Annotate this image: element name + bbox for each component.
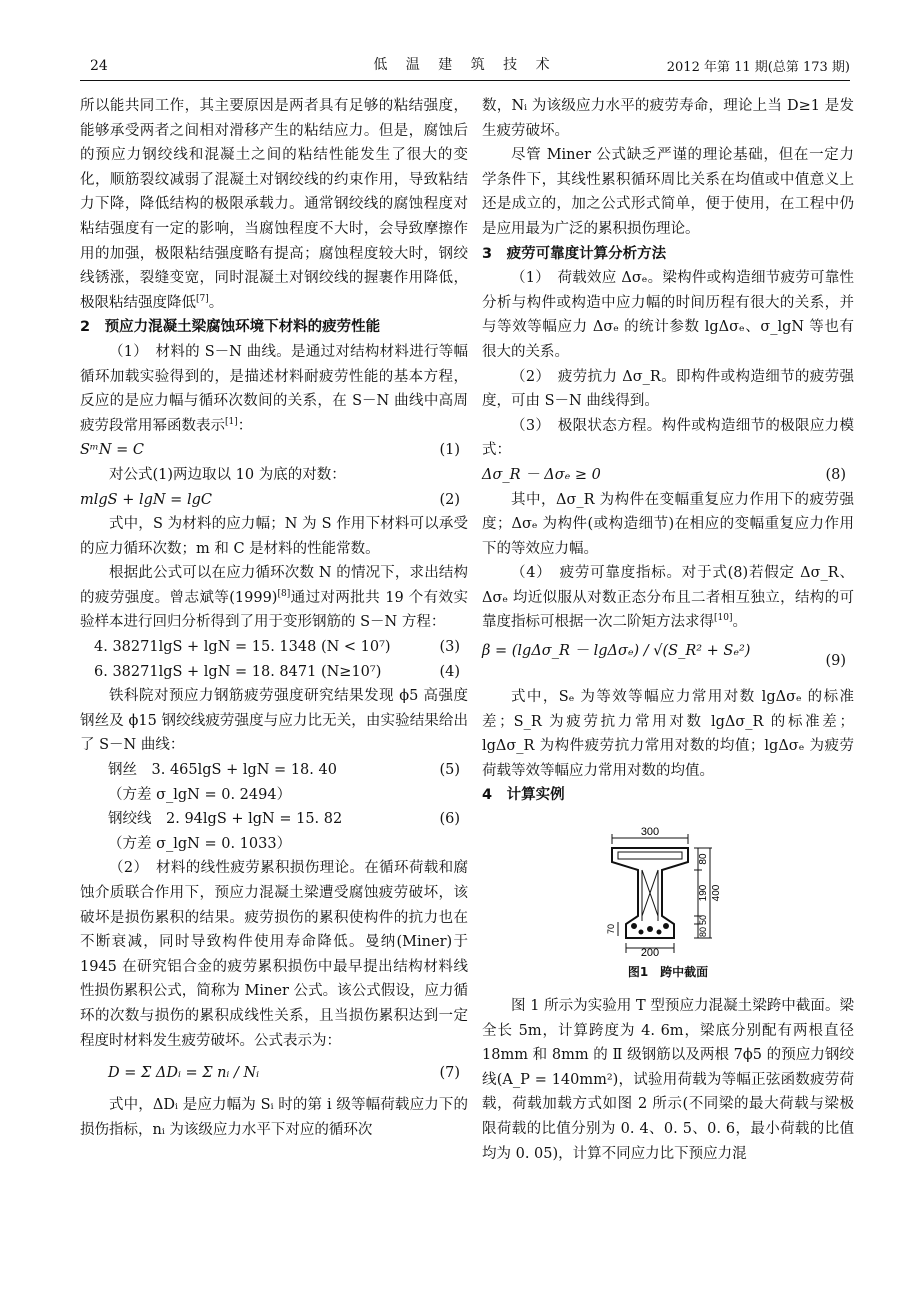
t-beam-cross-section: [482, 826, 854, 961]
paragraph: （1） 荷载效应 Δσₑ。梁构件或构造细节疲劳可靠性分析与构件或构造中应力幅的时间历程有很大的关系，并与等效等幅应力 Δσₑ 的统计参数 lgΔσₑ、σ_lgN 等也有很大的关系。: [482, 270, 854, 360]
paragraph: （4） 疲劳可靠度指标。对于式(8)若假定 Δσ_R、Δσₑ 均近似服从对数正态分布且二者相互独立，结构的可靠度指标可根据一次二阶矩方法求得[10]。: [482, 565, 854, 631]
paragraph: 数，Nᵢ 为该级应力水平的疲劳寿命，理论上当 D≥1 是发生疲劳破坏。: [482, 98, 854, 139]
right-column: [482, 94, 854, 1166]
dim-50: 50: [698, 915, 708, 926]
dim-top-width: 300: [640, 826, 660, 839]
paragraph: 式中，S 为材料的应力幅；N 为 S 作用下材料可以承受的应力循环次数；m 和 C 是材料的性能常数。: [80, 516, 468, 557]
paragraph: 式中，ΔDᵢ 是应力幅为 Sᵢ 时的第 i 级等幅荷载应力下的损伤指标，nᵢ 为该级应力水平下对应的循环次: [80, 1097, 468, 1138]
figure-caption: 图1 跨中截面: [627, 965, 709, 980]
equation-1: SᵐN = C (1): [80, 442, 460, 459]
header-rule: [80, 80, 850, 81]
equation-7: D = Σ ΔDᵢ = Σ nᵢ / Nᵢ (7): [108, 1065, 460, 1082]
page-number: 24: [90, 58, 108, 74]
equation-8: Δσ_R － Δσₑ ≥ 0 (8): [482, 466, 846, 483]
paragraph: （2） 疲劳抗力 Δσ_R。即构件或构造细节的疲劳强度，可由 S－N 曲线得到。: [482, 368, 854, 410]
paragraph: （2） 材料的线性疲劳累积损伤理论。在循环荷载和腐蚀介质联合作用下，预应力混凝土梁遭受腐蚀疲劳破坏，该破坏是损伤累积的结果。疲劳损伤的累积使构件的抗力也在不断衰减，同时导致构件使用寿命降低。曼纳(Miner)于 1945 在研究铝合金的疲劳累积损伤中最早提出结构材料线性损伤累积公式，简称为 Miner 公式。该公式假设，应力循环的次数与损伤的累积成线性关系，且当损伤累积达到一定程度时材料发生疲劳破坏。公式表示为：: [80, 860, 468, 1049]
dim-total-400: 400: [711, 884, 722, 902]
paragraph: （1） 材料的 S－N 曲线。是通过对结构材料进行等幅循环加载实验得到的，是描述材料耐疲劳性能的基本方程，反应的是应力幅与循环次数间的关系，在 S－N 曲线中高周疲劳段常用幂函数表示[1]：: [80, 343, 468, 434]
paragraph: 式中，Sₑ 为等效等幅应力常用对数 lgΔσₑ 的标准差；S_R 为疲劳抗力常用对数 lgΔσ_R 的标准差；lgΔσ_R 为构件疲劳抗力常用对数的均值；lgΔσₑ 为疲劳荷载等效等幅应力常用对数的均值。: [482, 689, 854, 779]
section-heading: 2 预应力混凝土梁腐蚀环境下材料的疲劳性能: [80, 319, 381, 336]
paragraph: 根据此公式可以在应力循环次数 N 的情况下，求出结构的疲劳强度。曾志斌等(1999)[8]通过对两批共 19 个有效实验样本进行回归分析得到了用于变形钢筋的 S－N 方程：: [80, 565, 468, 631]
left-column: [80, 94, 468, 1142]
rebar-dot: [647, 926, 653, 932]
equation-2: mlgS + lgN = lgC (2): [80, 491, 460, 508]
equation-5-variance: （方差 σ_lgN = 0. 2494）: [108, 786, 292, 803]
section-heading: 3 疲劳可靠度计算分析方法: [482, 245, 667, 262]
dim-bottom-width: 200: [640, 947, 660, 960]
section-heading: 4 计算实例: [482, 787, 565, 804]
paragraph: 对公式(1)两边取以 10 为底的对数：: [109, 466, 346, 483]
dim-flange-80: 80: [698, 853, 709, 865]
journal-title: 低 温 建 筑 技 术: [373, 57, 557, 73]
equation-6-variance: （方差 σ_lgN = 0. 1033）: [108, 835, 292, 852]
equation-5: 钢丝 3. 465lgS + lgN = 18. 40 (5): [108, 762, 460, 779]
paragraph: 其中，Δσ_R 为构件在变幅重复应力作用下的疲劳强度；Δσₑ 为构件(或构造细节)在相应的变幅重复应力作用下的等效应力幅。: [482, 491, 854, 557]
equation-4: 6. 38271lgS + lgN = 18. 8471 (N≥10⁷) (4): [94, 663, 460, 680]
paragraph: （3） 极限状态方程。构件或构造细节的极限应力模式：: [482, 417, 854, 459]
paragraph: 尽管 Miner 公式缺乏严谨的理论基础，但在一定力学条件下，其线性累积循环周比关系在均值或中值意义上还是成立的，加之公式形式简单，便于使用，在工程中仍是应用最为广泛的累积损伤理论。: [482, 147, 854, 237]
dim-70: 70: [606, 924, 616, 935]
rebar-dot: [657, 930, 662, 935]
equation-3: 4. 38271lgS + lgN = 15. 1348 (N < 10⁷) (3): [94, 639, 460, 656]
paragraph: 所以能共同工作，其主要原因是两者具有足够的粘结强度，能够承受两者之间相对滑移产生的粘结应力。但是，腐蚀后的预应力钢绞线和混凝土之间的粘结性能发生了很大的变化，顺筋裂纹减弱了混凝土对钢绞线的约束作用，导致粘结力下降，降低结构的极限承载力。通常钢绞线的腐蚀程度对粘结强度有一定的影响，当腐蚀程度不大时，会导致摩擦作用的加强，极限粘结强度略有提高；腐蚀程度较大时，钢绞线锈涨，裂缝变宽，同时混凝土对钢绞线的握裹作用降低，极限粘结强度降低[7]。: [80, 98, 468, 311]
page-header: [80, 54, 850, 76]
rebar-dot: [639, 930, 644, 935]
equation-6: 钢绞线 2. 94lgS + lgN = 15. 82 (6): [108, 811, 460, 828]
paragraph: 图 1 所示为实验用 T 型预应力混凝土梁跨中截面。梁全长 5m，计算跨度为 4. 6m，梁底分别配有两根直径 18mm 和 8mm 的 Ⅱ 级钢筋以及两根 7ϕ5 的预应力钢绞线(A_P = 140mm²)，试验用荷载为等幅正弦函数疲劳荷载，荷载加载方式如图 2 所示(不同梁的最大荷载与梁极限荷载的比值分别为 0. 4、0. 5、0. 6，最小荷载的比值均为 0. 05)，计算不同应力比下预应力混: [482, 998, 854, 1162]
issue-info: 2012 年第 11 期(总第 173 期): [666, 60, 850, 75]
t-section-figure: [482, 826, 854, 961]
rebar-dot: [663, 923, 669, 929]
rebar-dot: [631, 923, 637, 929]
paragraph: 铁科院对预应力钢筋疲劳强度研究结果发现 ϕ5 高强度钢丝及 ϕ15 钢绞线疲劳强度与应力比无关，由实验结果给出了 S－N 曲线：: [80, 688, 468, 754]
dim-web-190: 190: [698, 884, 709, 902]
dim-bottom-80: 80: [698, 927, 708, 938]
equation-9: β = (lgΔσ_R － lgΔσₑ) / √(S_R² + Sₑ²) (9): [482, 643, 846, 670]
